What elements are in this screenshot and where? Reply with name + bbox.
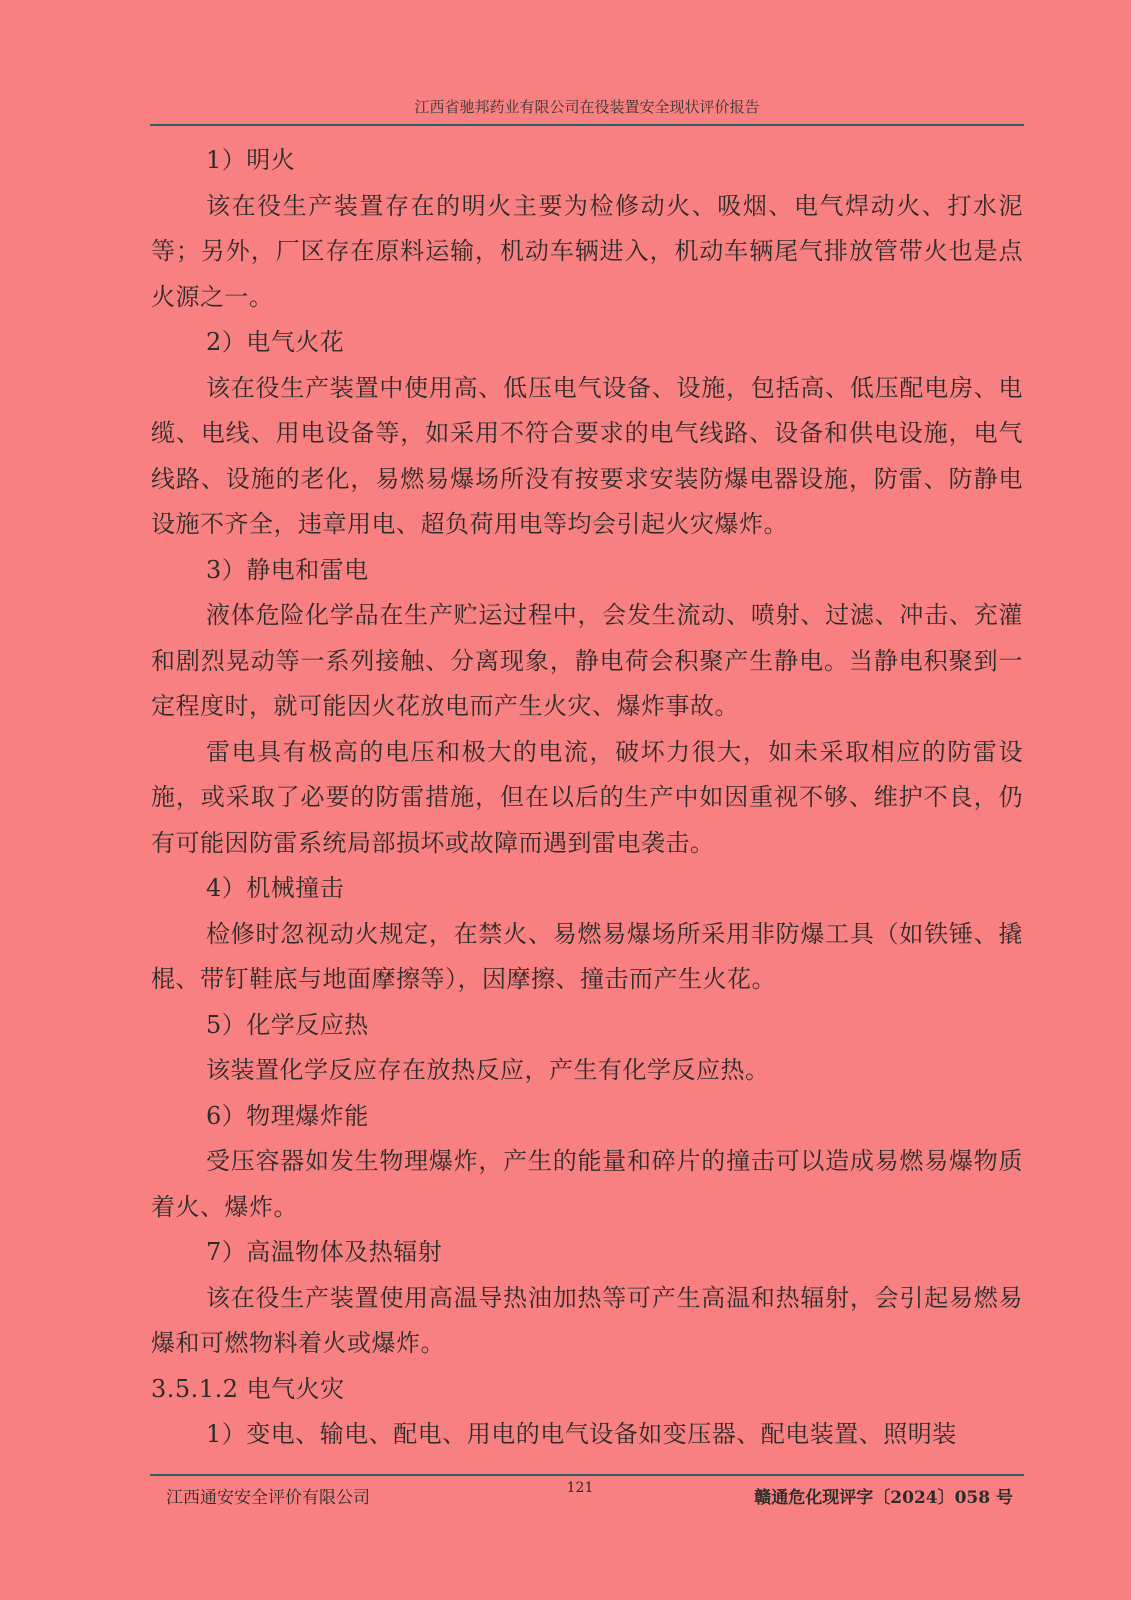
page-header: 江西省驰邦药业有限公司在役装置安全现状评价报告 (414, 98, 760, 116)
paragraph: 检修时忽视动火规定，在禁火、易燃易爆场所采用非防爆工具（如铁锤、撬棍、带钉鞋底与地面摩擦等），因摩擦、撞击而产生火花。 (151, 919, 1023, 993)
paragraph: 5）化学反应热 (206, 1010, 369, 1039)
paragraph: 该在役生产装置使用高温导热油加热等可产生高温和热辐射，会引起易燃易爆和可燃物料着火或爆炸。 (151, 1283, 1023, 1357)
header-rule (150, 124, 1024, 126)
page-number: 121 (566, 1480, 594, 1496)
footer-company: 江西通安安全评价有限公司 (166, 1488, 370, 1508)
paragraph: 该在役生产装置存在的明火主要为检修动火、吸烟、电气焊动火、打水泥等；另外，厂区存在原料运输，机动车辆进入，机动车辆尾气排放管带火也是点火源之一。 (151, 191, 1023, 311)
paragraph: 雷电具有极高的电压和极大的电流，破坏力很大，如未采取相应的防雷设施，或采取了必要的防雷措施，但在以后的生产中如因重视不够、维护不良，仍有可能因防雷系统局部损坏或故障而遇到雷电袭击。 (151, 737, 1023, 857)
paragraph: 1）变电、输电、配电、用电的电气设备如变压器、配电装置、照明装 (206, 1420, 957, 1448)
paragraph: 7）高温物体及热辐射 (206, 1238, 443, 1266)
body-text (151, 138, 1023, 1458)
paragraph: 受压容器如发生物理爆炸，产生的能量和碎片的撞击可以造成易燃易爆物质着火、爆炸。 (151, 1147, 1023, 1221)
paragraph: 1）明火 (206, 146, 296, 174)
paragraph: 4）机械撞击 (206, 874, 345, 902)
report-number: 赣通危化现评字〔2024〕058 号 (754, 1488, 1013, 1508)
footer-rule (150, 1474, 1024, 1476)
paragraph: 3）静电和雷电 (206, 555, 369, 584)
paragraph: 该在役生产装置中使用高、低压电气设备、设施，包括高、低压配电房、电缆、电线、用电设备等，如采用不符合要求的电气线路、设备和供电设施，电气线路、设施的老化，易燃易爆场所没有按要求安装防爆电器设施，防雷、防静电设施不齐全，违章用电、超负荷用电等均会引起火灾爆炸。 (151, 373, 1023, 538)
paragraph: 6）物理爆炸能 (206, 1101, 369, 1130)
paragraph: 液体危险化学品在生产贮运过程中，会发生流动、喷射、过滤、冲击、充灌和剧烈晃动等一系列接触、分离现象，静电荷会积聚产生静电。当静电积聚到一定程度时，就可能因火花放电而产生火灾、爆炸事故。 (151, 601, 1023, 720)
paragraph: 3.5.1.2 电气火灾 (151, 1374, 345, 1403)
paragraph: 2）电气火花 (206, 328, 345, 356)
paragraph: 该装置化学反应存在放热反应，产生有化学反应热。 (206, 1056, 770, 1084)
